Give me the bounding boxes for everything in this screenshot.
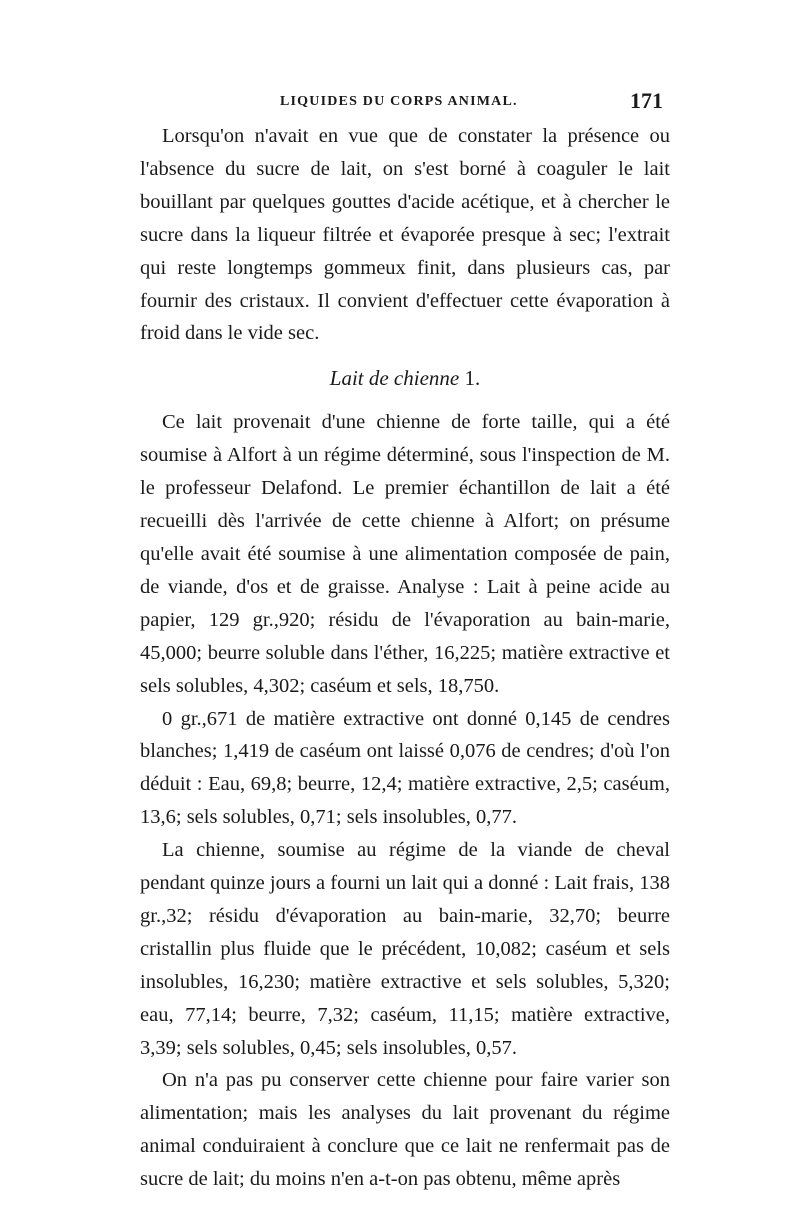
section-heading: [140, 364, 670, 392]
paragraph-1: Lorsqu'on n'avait en vue que de constater la présence ou l'absence du sucre de lait, on s'est borné à coaguler le lait bouillant par quelques gouttes d'acide acétique, et à chercher le sucre dans la liqueur filtrée et évaporée presque à sec; l'extrait qui reste longtemps gommeux finit, dans plusieurs cas, par fournir des cristaux. Il convient d'effectuer cette évaporation à froid dans le vide sec.: [140, 125, 670, 345]
paragraph-2: Ce lait provenait d'une chienne de forte taille, qui a été soumise à Alfort à un régime déterminé, sous l'inspection de M. le professeur Delafond. Le premier échantillon de lait a été recueilli dès l'arrivée de cette chienne à Alfort; on présume qu'elle avait été soumise à une alimentation composée de pain, de viande, d'os et de graisse. Analyse : Lait à peine acide au papier, 129 gr.,920; résidu de l'évaporation au bain-marie, 45,000; beurre soluble dans l'éther, 16,225; matière extractive et sels solubles, 4,302; caséum et sels, 18,750.: [140, 411, 670, 697]
running-title: LIQUIDES DU CORPS ANIMAL.: [280, 94, 518, 109]
section-number: 1.: [464, 366, 481, 391]
paragraph-5: On n'a pas pu conserver cette chienne pour faire varier son alimentation; mais les analyses du lait provenant du régime animal conduiraient à conclure que ce lait ne renfermait pas de sucre de lait; du moins n'en a-t-on pas obtenu, même après: [140, 1069, 670, 1191]
body-text: [140, 120, 670, 1196]
page-number: 171: [630, 88, 663, 113]
section-title: Lait de chienne: [329, 366, 460, 391]
paragraph-4: La chienne, soumise au régime de la viande de cheval pendant quinze jours a fourni un lait qui a donné : Lait frais, 138 gr.,32; résidu d'évaporation au bain-marie, 32,70; beurre cristallin plus fluide que le précédent, 10,082; caséum et sels insolubles, 16,230; matière extractive et sels solubles, 5,320; eau, 77,14; beurre, 7,32; caséum, 11,15; matière extractive, 3,39; sels solubles, 0,45; sels insolubles, 0,57.: [140, 839, 670, 1059]
paragraph-3: 0 gr.,671 de matière extractive ont donné 0,145 de cendres blanches; 1,419 de caséum ont laissé 0,076 de cendres; d'où l'on déduit : Eau, 69,8; beurre, 12,4; matière extractive, 2,5; caséum, 13,6; sels solubles, 0,71; sels insolubles, 0,77.: [140, 707, 670, 829]
